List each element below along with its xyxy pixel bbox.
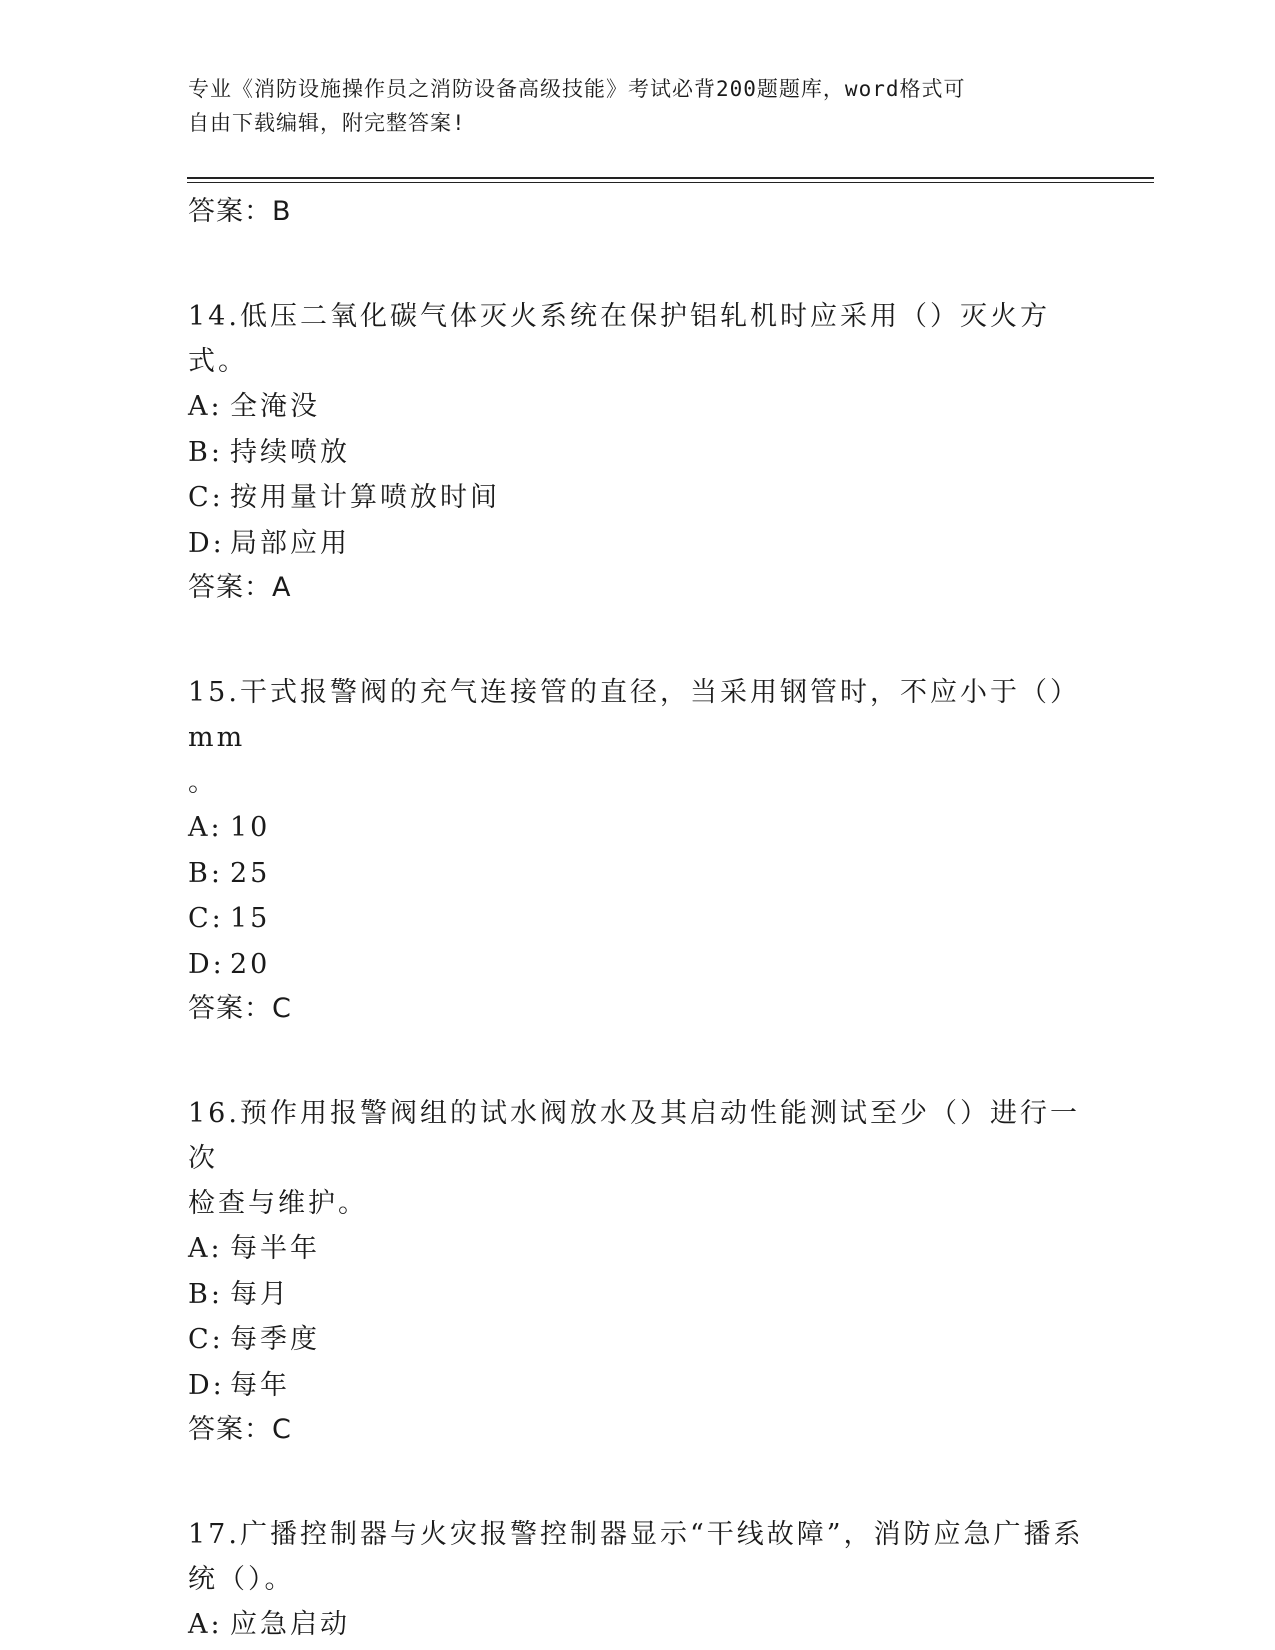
option-c [188,896,1088,942]
option-c [188,1317,1088,1363]
question-text [188,1091,1088,1226]
option-b [188,1272,1088,1318]
question-line: 检查与维护。 [188,1188,368,1219]
option-text: 每季度 [230,1324,320,1355]
header-divider-thick [187,177,1154,179]
option-text: 持续喷放 [230,436,350,468]
option-d [188,1363,1088,1409]
answer-text: 答案：A [188,572,292,603]
question-line: 。 [188,767,218,798]
option-letter: B: [188,857,223,889]
option-text: 25 [230,857,271,889]
header-line-1: 专业《消防设施操作员之消防设备高级技能》考试必背200题题库，word格式可 [188,77,966,101]
option-d [188,521,1088,567]
option-letter: A: [188,812,223,843]
option-text: 15 [230,903,271,934]
answer-text: 答案：C [188,1414,292,1445]
option-letter: D: [188,527,225,559]
question-text [188,1512,1088,1602]
option-letter: A: [188,391,223,422]
option-a [188,1226,1088,1272]
option-letter: C: [188,482,224,513]
option-letter: C: [188,903,224,934]
option-text: 每半年 [230,1233,320,1264]
option-letter: B: [188,1278,223,1310]
option-letter: B: [188,436,223,468]
question-block [188,294,1088,610]
option-d [188,942,1088,988]
spacer [188,234,1088,294]
option-text: 每月 [230,1278,290,1310]
question-text [188,670,1088,805]
question-line: 统（）。 [188,1564,295,1595]
spacer [188,610,1088,670]
question-list [188,190,1088,1648]
option-text: 局部应用 [230,527,350,559]
option-text: 每年 [230,1369,290,1401]
option-letter: D: [188,948,225,980]
question-block [188,670,1088,1031]
previous-answer: 答案：B [188,196,292,227]
option-b [188,851,1088,897]
question-block [188,1091,1088,1452]
option-text: 按用量计算喷放时间 [230,482,500,513]
option-letter: D: [188,1369,225,1401]
question-line: 16.预作用报警阀组的试水阀放水及其启动性能测试至少（）进行一次 [188,1098,1080,1174]
option-text: 全淹没 [230,391,320,422]
option-text: 10 [230,812,271,843]
option-letter: A: [188,1233,223,1264]
answer-text: 答案：C [188,993,292,1024]
question-block [188,1512,1088,1648]
option-b [188,430,1088,476]
option-text: 20 [230,948,271,980]
option-c [188,475,1088,521]
spacer [188,1031,1088,1091]
document-header [188,72,1068,140]
question-text: 14.低压二氧化碳气体灭火系统在保护铝轧机时应采用（）灭火方式。 [188,301,1050,377]
question-line: 17.广播控制器与火灾报警控制器显示“干线故障”，消防应急广播系 [188,1519,1084,1550]
header-divider-thin [187,182,1154,183]
option-letter: A: [188,1609,223,1640]
option-a [188,1602,1088,1648]
header-line-2: 自由下载编辑，附完整答案! [188,111,466,135]
option-a [188,384,1088,430]
option-letter: C: [188,1324,224,1355]
option-text: 应急启动 [230,1609,350,1640]
spacer [188,1452,1088,1512]
option-a [188,805,1088,851]
question-line: 15.干式报警阀的充气连接管的直径，当采用钢管时，不应小于（）mm [188,677,1080,753]
